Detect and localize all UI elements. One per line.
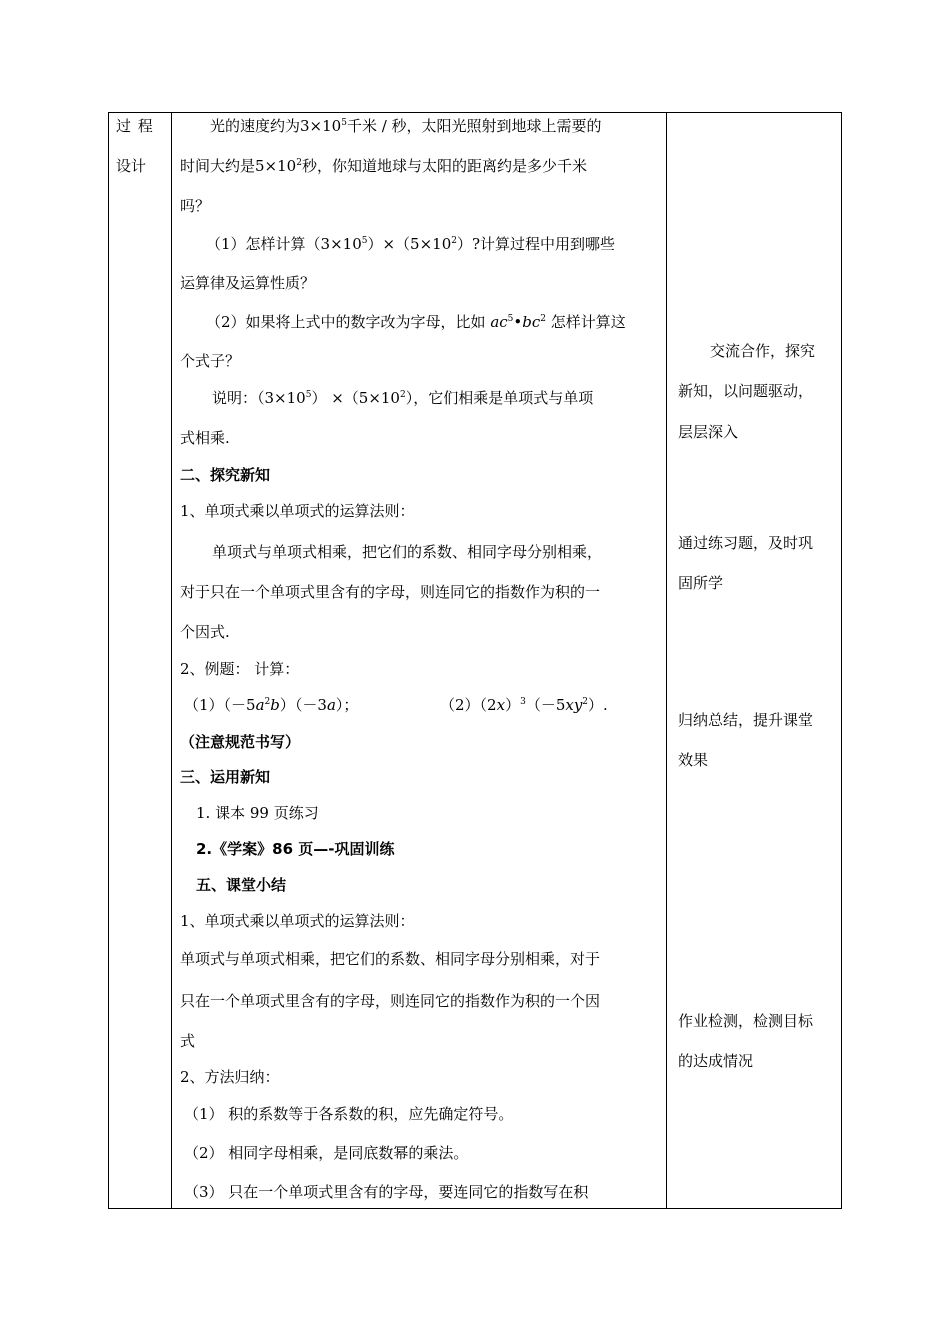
apply-item-1: 1. 课本 99 页练习	[196, 804, 319, 822]
right-note-1-line3: 层层深入	[678, 423, 739, 441]
example-1: $(1)(-5a^2b)(-3a)$；	[184, 696, 359, 714]
example-title: 2、例题： 计算：	[180, 660, 300, 678]
column-divider-right	[666, 113, 667, 1208]
method-item-1: （1） 积的系数等于各系数的积，应先确定符号。	[184, 1105, 514, 1123]
right-note-4-line2: 的达成情况	[678, 1052, 754, 1070]
right-note-2-line1: 通过练习题，及时巩	[678, 534, 814, 552]
right-note-4-line1: 作业检测，检测目标	[678, 1012, 814, 1030]
right-note-2-line2: 固所学	[678, 574, 724, 592]
rule-line1: 单项式与单项式相乘，把它们的系数、相同字母分别相乘，	[212, 543, 603, 561]
intro-line3: 吗？	[180, 197, 211, 215]
right-note-3-line1: 归纳总结，提升课堂	[678, 711, 814, 729]
rule-line3: 个因式.	[180, 623, 230, 641]
summary-line1: 单项式与单项式相乘，把它们的系数、相同字母分别相乘，对于	[180, 950, 601, 968]
section-heading-explore: 二、探究新知	[180, 466, 271, 484]
rule-title: 1、单项式乘以单项式的运算法则：	[180, 502, 415, 520]
rule-line2: 对于只在一个单项式里含有的字母，则连同它的指数作为积的一	[180, 583, 601, 601]
right-note-3-line2: 效果	[678, 751, 709, 769]
summary-title: 1、单项式乘以单项式的运算法则：	[180, 912, 415, 930]
left-label-line2: 设计	[116, 157, 147, 175]
question1-line1: （1）怎样计算$(3\times 10^5)\times(5\times 10^2)$?计算过程中用到哪些	[206, 235, 616, 253]
summary-line3: 式	[180, 1032, 196, 1050]
question2-line1: （2）如果将上式中的数字改为字母，比如 $ac^5•bc^2$ 怎样计算这	[206, 313, 626, 331]
example-2: $(2)(2x)^3(-5xy^2)$.	[440, 696, 608, 714]
method-item-3: （3） 只在一个单项式里含有的字母，要连同它的指数写在积	[184, 1183, 589, 1201]
writing-note: （注意规范书写）	[180, 733, 301, 751]
right-note-1-line1: 交流合作，探究	[710, 342, 816, 360]
intro-line2: 时间大约是$5\times 10^2$秒，你知道地球与太阳的距离约是多少千米	[180, 157, 587, 175]
note-line1: 说明：$(3\times 10^5) \times(5\times 10^2)$，它们相乘是单项式与单项	[212, 389, 594, 407]
question1-line2: 运算律及运算性质？	[180, 274, 316, 292]
question2-line2: 个式子？	[180, 352, 241, 370]
column-divider-left	[171, 113, 172, 1208]
right-note-1-line2: 新知，以问题驱动，	[678, 382, 814, 400]
left-label-line1: 过 程	[116, 117, 154, 135]
section-heading-apply: 三、运用新知	[180, 768, 271, 786]
apply-item-2: 2.《学案》86 页—-巩固训练	[196, 840, 395, 858]
method-title: 2、方法归纳：	[180, 1068, 280, 1086]
section-heading-summary: 五、课堂小结	[196, 876, 287, 894]
summary-line2: 只在一个单项式里含有的字母，则连同它的指数作为积的一个因	[180, 992, 601, 1010]
intro-line1: 光的速度约为$3\times 10^5$千米 / 秒，太阳光照射到地球上需要的	[210, 117, 602, 135]
note-line2: 式相乘.	[180, 429, 230, 447]
method-item-2: （2） 相同字母相乘，是同底数幂的乘法。	[184, 1144, 469, 1162]
